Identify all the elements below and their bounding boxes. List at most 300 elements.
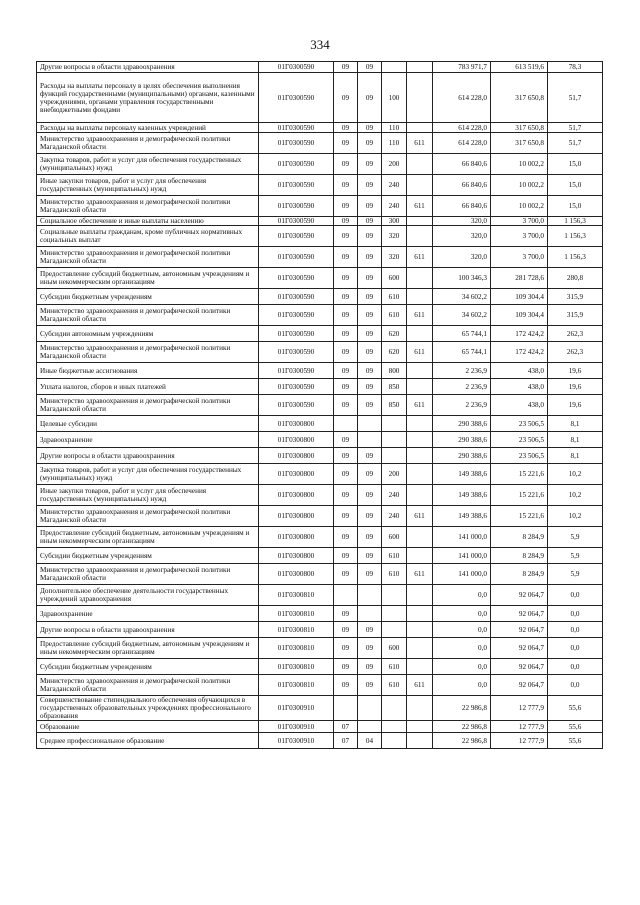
row-expense-type: 850 bbox=[382, 379, 407, 395]
row-percent: 51,7 bbox=[548, 73, 603, 123]
row-code: 01Г0300590 bbox=[259, 326, 334, 342]
row-actual-value: 172 424,2 bbox=[491, 326, 548, 342]
row-expense-type: 240 bbox=[382, 485, 407, 506]
row-expense-type: 620 bbox=[382, 326, 407, 342]
row-kosgu: 611 bbox=[407, 247, 433, 268]
row-expense-type bbox=[382, 622, 407, 638]
row-actual-value: 92 064,7 bbox=[491, 585, 548, 606]
row-percent: 51,7 bbox=[548, 123, 603, 133]
row-code: 01Г0300800 bbox=[259, 548, 334, 564]
row-actual-value: 10 002,2 bbox=[491, 154, 548, 175]
row-actual-value: 12 777,9 bbox=[491, 733, 548, 749]
row-percent: 19,6 bbox=[548, 363, 603, 379]
row-expense-type: 620 bbox=[382, 342, 407, 363]
table-row bbox=[37, 326, 603, 342]
row-kosgu: 611 bbox=[407, 564, 433, 585]
row-code: 01Г0300590 bbox=[259, 289, 334, 305]
row-section: 09 bbox=[334, 638, 358, 659]
row-plan-value: 614 228,0 bbox=[433, 123, 491, 133]
row-name: Министерство здравоохранения и демографической политики Магаданской области bbox=[37, 196, 259, 217]
row-kosgu bbox=[407, 154, 433, 175]
row-subsection: 09 bbox=[358, 62, 382, 73]
row-kosgu bbox=[407, 622, 433, 638]
row-plan-value: 66 840,6 bbox=[433, 154, 491, 175]
row-name: Предоставление субсидий бюджетным, автономным учреждениям и иным некоммерческим организациям bbox=[37, 527, 259, 548]
row-actual-value: 438,0 bbox=[491, 363, 548, 379]
row-name: Иные бюджетные ассигнования bbox=[37, 363, 259, 379]
row-actual-value: 3 700,0 bbox=[491, 226, 548, 247]
row-expense-type: 600 bbox=[382, 268, 407, 289]
row-section: 07 bbox=[334, 733, 358, 749]
row-actual-value: 12 777,9 bbox=[491, 721, 548, 733]
row-percent: 315,9 bbox=[548, 305, 603, 326]
row-plan-value: 22 986,8 bbox=[433, 696, 491, 721]
row-name: Уплата налогов, сборов и иных платежей bbox=[37, 379, 259, 395]
row-percent: 55,6 bbox=[548, 721, 603, 733]
table-row bbox=[37, 268, 603, 289]
table-row bbox=[37, 123, 603, 133]
row-code: 01Г0300810 bbox=[259, 638, 334, 659]
row-plan-value: 141 000,0 bbox=[433, 527, 491, 548]
row-section bbox=[334, 585, 358, 606]
row-section: 09 bbox=[334, 133, 358, 154]
row-subsection: 09 bbox=[358, 123, 382, 133]
row-kosgu: 611 bbox=[407, 675, 433, 696]
row-plan-value: 149 388,6 bbox=[433, 506, 491, 527]
row-subsection: 09 bbox=[358, 268, 382, 289]
row-code: 01Г0300590 bbox=[259, 305, 334, 326]
row-code: 01Г0300810 bbox=[259, 606, 334, 622]
table-row bbox=[37, 363, 603, 379]
row-section: 09 bbox=[334, 506, 358, 527]
row-expense-type: 610 bbox=[382, 564, 407, 585]
table-row bbox=[37, 305, 603, 326]
row-actual-value: 92 064,7 bbox=[491, 675, 548, 696]
row-name: Субсидии бюджетным учреждениям bbox=[37, 659, 259, 675]
table-row bbox=[37, 247, 603, 268]
row-subsection: 09 bbox=[358, 485, 382, 506]
row-name: Целевые субсидии bbox=[37, 416, 259, 432]
row-name: Министерство здравоохранения и демографической политики Магаданской области bbox=[37, 342, 259, 363]
row-code: 01Г0300810 bbox=[259, 675, 334, 696]
row-plan-value: 65 744,1 bbox=[433, 342, 491, 363]
row-kosgu bbox=[407, 363, 433, 379]
row-actual-value: 92 064,7 bbox=[491, 606, 548, 622]
row-section: 09 bbox=[334, 363, 358, 379]
row-section: 09 bbox=[334, 62, 358, 73]
row-kosgu bbox=[407, 226, 433, 247]
row-percent: 10,2 bbox=[548, 506, 603, 527]
row-actual-value: 92 064,7 bbox=[491, 638, 548, 659]
row-subsection: 09 bbox=[358, 342, 382, 363]
row-plan-value: 783 971,7 bbox=[433, 62, 491, 73]
row-section: 09 bbox=[334, 659, 358, 675]
row-subsection: 09 bbox=[358, 305, 382, 326]
table-row bbox=[37, 585, 603, 606]
row-section: 09 bbox=[334, 217, 358, 226]
row-percent: 10,2 bbox=[548, 464, 603, 485]
row-subsection: 09 bbox=[358, 448, 382, 464]
table-row bbox=[37, 175, 603, 196]
table-row bbox=[37, 696, 603, 721]
row-plan-value: 290 388,6 bbox=[433, 448, 491, 464]
row-expense-type bbox=[382, 585, 407, 606]
row-section: 09 bbox=[334, 622, 358, 638]
row-kosgu bbox=[407, 326, 433, 342]
row-expense-type: 320 bbox=[382, 247, 407, 268]
row-code: 01Г0300800 bbox=[259, 485, 334, 506]
row-code: 01Г0300800 bbox=[259, 464, 334, 485]
row-percent: 5,9 bbox=[548, 548, 603, 564]
row-code: 01Г0300810 bbox=[259, 585, 334, 606]
row-name: Социальные выплаты гражданам, кроме публичных нормативных социальных выплат bbox=[37, 226, 259, 247]
row-name: Другие вопросы в области здравоохранения bbox=[37, 448, 259, 464]
row-section: 09 bbox=[334, 527, 358, 548]
row-name: Другие вопросы в области здравоохранения bbox=[37, 62, 259, 73]
row-plan-value: 290 388,6 bbox=[433, 432, 491, 448]
row-plan-value: 290 388,6 bbox=[433, 416, 491, 432]
row-percent: 280,8 bbox=[548, 268, 603, 289]
row-plan-value: 320,0 bbox=[433, 217, 491, 226]
row-section: 09 bbox=[334, 196, 358, 217]
row-name: Предоставление субсидий бюджетным, автономным учреждениям и иным некоммерческим организациям bbox=[37, 268, 259, 289]
row-name: Другие вопросы в области здравоохранения bbox=[37, 622, 259, 638]
row-plan-value: 614 228,0 bbox=[433, 73, 491, 123]
table-row bbox=[37, 527, 603, 548]
row-expense-type: 600 bbox=[382, 527, 407, 548]
row-kosgu bbox=[407, 448, 433, 464]
row-code: 01Г0300800 bbox=[259, 506, 334, 527]
table-row bbox=[37, 217, 603, 226]
row-subsection: 09 bbox=[358, 659, 382, 675]
table-row bbox=[37, 548, 603, 564]
row-code: 01Г0300800 bbox=[259, 448, 334, 464]
row-subsection: 09 bbox=[358, 175, 382, 196]
row-expense-type: 610 bbox=[382, 289, 407, 305]
row-subsection: 09 bbox=[358, 363, 382, 379]
table-row bbox=[37, 675, 603, 696]
row-kosgu bbox=[407, 485, 433, 506]
row-name: Предоставление субсидий бюджетным, автономным учреждениям и иным некоммерческим организациям bbox=[37, 638, 259, 659]
row-section: 09 bbox=[334, 326, 358, 342]
row-kosgu bbox=[407, 721, 433, 733]
row-kosgu: 611 bbox=[407, 305, 433, 326]
row-actual-value: 109 304,4 bbox=[491, 289, 548, 305]
row-subsection: 09 bbox=[358, 548, 382, 564]
row-kosgu bbox=[407, 416, 433, 432]
row-code: 01Г0300810 bbox=[259, 659, 334, 675]
row-plan-value: 2 236,9 bbox=[433, 363, 491, 379]
row-actual-value: 317 650,8 bbox=[491, 133, 548, 154]
row-percent: 5,9 bbox=[548, 564, 603, 585]
row-subsection: 09 bbox=[358, 247, 382, 268]
row-subsection: 09 bbox=[358, 326, 382, 342]
row-section: 09 bbox=[334, 73, 358, 123]
row-percent: 315,9 bbox=[548, 289, 603, 305]
table-row bbox=[37, 62, 603, 73]
row-name: Социальное обеспечение и иные выплаты населению bbox=[37, 217, 259, 226]
row-plan-value: 100 346,3 bbox=[433, 268, 491, 289]
row-percent: 0,0 bbox=[548, 606, 603, 622]
row-expense-type: 610 bbox=[382, 659, 407, 675]
row-subsection: 09 bbox=[358, 638, 382, 659]
row-expense-type: 200 bbox=[382, 154, 407, 175]
row-expense-type: 110 bbox=[382, 123, 407, 133]
row-name: Субсидии автономным учреждениям bbox=[37, 326, 259, 342]
row-kosgu bbox=[407, 432, 433, 448]
row-code: 01Г0300590 bbox=[259, 226, 334, 247]
row-section: 09 bbox=[334, 342, 358, 363]
row-percent: 0,0 bbox=[548, 585, 603, 606]
page-number: 334 bbox=[310, 37, 330, 52]
row-code: 01Г0300590 bbox=[259, 73, 334, 123]
row-kosgu bbox=[407, 733, 433, 749]
row-actual-value: 12 777,9 bbox=[491, 696, 548, 721]
row-plan-value: 149 388,6 bbox=[433, 464, 491, 485]
row-section: 09 bbox=[334, 123, 358, 133]
row-code: 01Г0300590 bbox=[259, 247, 334, 268]
row-subsection: 09 bbox=[358, 154, 382, 175]
row-plan-value: 0,0 bbox=[433, 659, 491, 675]
row-code: 01Г0300910 bbox=[259, 721, 334, 733]
row-percent: 262,3 bbox=[548, 342, 603, 363]
row-plan-value: 65 744,1 bbox=[433, 326, 491, 342]
table-row bbox=[37, 464, 603, 485]
row-section: 09 bbox=[334, 154, 358, 175]
table-row bbox=[37, 226, 603, 247]
row-plan-value: 149 388,6 bbox=[433, 485, 491, 506]
table-row bbox=[37, 432, 603, 448]
row-section: 09 bbox=[334, 432, 358, 448]
row-plan-value: 0,0 bbox=[433, 675, 491, 696]
row-expense-type bbox=[382, 721, 407, 733]
row-actual-value: 15 221,6 bbox=[491, 506, 548, 527]
table-row bbox=[37, 622, 603, 638]
row-section: 09 bbox=[334, 464, 358, 485]
row-name: Министерство здравоохранения и демографической политики Магаданской области bbox=[37, 305, 259, 326]
row-name: Иные закупки товаров, работ и услуг для обеспечения государственных (муниципальных) нужд bbox=[37, 485, 259, 506]
row-name: Среднее профессиональное образование bbox=[37, 733, 259, 749]
row-actual-value: 92 064,7 bbox=[491, 622, 548, 638]
table-row bbox=[37, 485, 603, 506]
row-section: 09 bbox=[334, 606, 358, 622]
row-kosgu bbox=[407, 659, 433, 675]
row-expense-type bbox=[382, 733, 407, 749]
table-row bbox=[37, 506, 603, 527]
row-section: 09 bbox=[334, 268, 358, 289]
row-percent: 8,1 bbox=[548, 432, 603, 448]
table-row bbox=[37, 638, 603, 659]
row-percent: 262,3 bbox=[548, 326, 603, 342]
row-code: 01Г0300800 bbox=[259, 564, 334, 585]
row-plan-value: 34 602,2 bbox=[433, 305, 491, 326]
row-actual-value: 613 519,6 bbox=[491, 62, 548, 73]
row-code: 01Г0300590 bbox=[259, 363, 334, 379]
row-plan-value: 0,0 bbox=[433, 638, 491, 659]
row-code: 01Г0300810 bbox=[259, 622, 334, 638]
row-name: Закупка товаров, работ и услуг для обеспечения государственных (муниципальных) нужд bbox=[37, 154, 259, 175]
row-name: Расходы на выплаты персоналу в целях обеспечения выполнения функций государственными (муниципальными) органами, казенными учреждениями, органами управления государственными внебюджетными фондами bbox=[37, 73, 259, 123]
row-name: Образование bbox=[37, 721, 259, 733]
row-kosgu: 611 bbox=[407, 395, 433, 416]
row-subsection: 04 bbox=[358, 733, 382, 749]
row-expense-type: 800 bbox=[382, 363, 407, 379]
row-section: 09 bbox=[334, 548, 358, 564]
row-percent: 8,1 bbox=[548, 448, 603, 464]
row-percent: 5,9 bbox=[548, 527, 603, 548]
row-section: 09 bbox=[334, 305, 358, 326]
table-row bbox=[37, 564, 603, 585]
row-kosgu: 611 bbox=[407, 133, 433, 154]
row-plan-value: 22 986,8 bbox=[433, 721, 491, 733]
table-row bbox=[37, 342, 603, 363]
row-section: 09 bbox=[334, 675, 358, 696]
row-kosgu bbox=[407, 606, 433, 622]
row-name: Здравоохранение bbox=[37, 606, 259, 622]
row-section: 09 bbox=[334, 289, 358, 305]
table-row bbox=[37, 721, 603, 733]
row-code: 01Г0300590 bbox=[259, 154, 334, 175]
row-percent: 0,0 bbox=[548, 638, 603, 659]
row-plan-value: 2 236,9 bbox=[433, 379, 491, 395]
row-kosgu bbox=[407, 696, 433, 721]
row-actual-value: 438,0 bbox=[491, 395, 548, 416]
table-row bbox=[37, 289, 603, 305]
row-actual-value: 3 700,0 bbox=[491, 217, 548, 226]
row-percent: 10,2 bbox=[548, 485, 603, 506]
row-kosgu bbox=[407, 217, 433, 226]
row-percent: 1 156,3 bbox=[548, 247, 603, 268]
row-subsection bbox=[358, 721, 382, 733]
row-name: Субсидии бюджетным учреждениям bbox=[37, 548, 259, 564]
table-row bbox=[37, 196, 603, 217]
row-code: 01Г0300590 bbox=[259, 395, 334, 416]
row-name: Иные закупки товаров, работ и услуг для обеспечения государственных (муниципальных) нужд bbox=[37, 175, 259, 196]
row-subsection: 09 bbox=[358, 395, 382, 416]
row-name: Министерство здравоохранения и демографической политики Магаданской области bbox=[37, 564, 259, 585]
row-name: Министерство здравоохранения и демографической политики Магаданской области bbox=[37, 395, 259, 416]
row-expense-type bbox=[382, 448, 407, 464]
row-percent: 1 156,3 bbox=[548, 226, 603, 247]
row-expense-type: 240 bbox=[382, 196, 407, 217]
table-row bbox=[37, 733, 603, 749]
row-code: 01Г0300590 bbox=[259, 342, 334, 363]
row-plan-value: 0,0 bbox=[433, 585, 491, 606]
row-actual-value: 8 284,9 bbox=[491, 527, 548, 548]
row-name: Министерство здравоохранения и демографической политики Магаданской области bbox=[37, 133, 259, 154]
row-percent: 19,6 bbox=[548, 379, 603, 395]
row-subsection: 09 bbox=[358, 564, 382, 585]
table-row bbox=[37, 416, 603, 432]
row-section: 09 bbox=[334, 448, 358, 464]
row-section: 09 bbox=[334, 175, 358, 196]
row-expense-type: 200 bbox=[382, 464, 407, 485]
row-code: 01Г0300910 bbox=[259, 696, 334, 721]
row-subsection: 09 bbox=[358, 289, 382, 305]
row-name: Дополнительное обеспечение деятельности государственных учреждений здравоохранения bbox=[37, 585, 259, 606]
row-kosgu bbox=[407, 123, 433, 133]
row-expense-type: 600 bbox=[382, 638, 407, 659]
row-plan-value: 0,0 bbox=[433, 606, 491, 622]
row-section: 07 bbox=[334, 721, 358, 733]
row-expense-type bbox=[382, 62, 407, 73]
table-row bbox=[37, 606, 603, 622]
table-row bbox=[37, 659, 603, 675]
row-plan-value: 2 236,9 bbox=[433, 395, 491, 416]
table-row bbox=[37, 133, 603, 154]
row-plan-value: 320,0 bbox=[433, 226, 491, 247]
row-percent: 1 156,3 bbox=[548, 217, 603, 226]
table-row bbox=[37, 73, 603, 123]
row-actual-value: 109 304,4 bbox=[491, 305, 548, 326]
row-percent: 0,0 bbox=[548, 622, 603, 638]
row-code: 01Г0300590 bbox=[259, 268, 334, 289]
table-row bbox=[37, 448, 603, 464]
row-code: 01Г0300590 bbox=[259, 123, 334, 133]
row-kosgu bbox=[407, 527, 433, 548]
row-plan-value: 320,0 bbox=[433, 247, 491, 268]
row-subsection bbox=[358, 432, 382, 448]
row-name: Закупка товаров, работ и услуг для обеспечения государственных (муниципальных) нужд bbox=[37, 464, 259, 485]
row-actual-value: 10 002,2 bbox=[491, 196, 548, 217]
row-percent: 19,6 bbox=[548, 395, 603, 416]
row-section: 09 bbox=[334, 247, 358, 268]
row-actual-value: 8 284,9 bbox=[491, 564, 548, 585]
row-code: 01Г0300590 bbox=[259, 62, 334, 73]
row-percent: 51,7 bbox=[548, 133, 603, 154]
table-row bbox=[37, 379, 603, 395]
row-actual-value: 281 728,6 bbox=[491, 268, 548, 289]
row-section: 09 bbox=[334, 564, 358, 585]
row-actual-value: 23 506,5 bbox=[491, 432, 548, 448]
table-row bbox=[37, 395, 603, 416]
row-plan-value: 141 000,0 bbox=[433, 564, 491, 585]
row-subsection bbox=[358, 606, 382, 622]
row-kosgu bbox=[407, 62, 433, 73]
row-actual-value: 15 221,6 bbox=[491, 464, 548, 485]
row-subsection: 09 bbox=[358, 226, 382, 247]
row-name: Министерство здравоохранения и демографической политики Магаданской области bbox=[37, 506, 259, 527]
row-name: Расходы на выплаты персоналу казенных учреждений bbox=[37, 123, 259, 133]
row-code: 01Г0300590 bbox=[259, 175, 334, 196]
row-expense-type: 610 bbox=[382, 675, 407, 696]
row-expense-type: 240 bbox=[382, 506, 407, 527]
row-code: 01Г0300910 bbox=[259, 733, 334, 749]
table-row bbox=[37, 154, 603, 175]
row-expense-type: 240 bbox=[382, 175, 407, 196]
row-name: Здравоохранение bbox=[37, 432, 259, 448]
row-percent: 55,6 bbox=[548, 696, 603, 721]
row-name: Министерство здравоохранения и демографической политики Магаданской области bbox=[37, 675, 259, 696]
row-expense-type: 320 bbox=[382, 226, 407, 247]
row-code: 01Г0300590 bbox=[259, 196, 334, 217]
row-kosgu bbox=[407, 464, 433, 485]
row-percent: 78,3 bbox=[548, 62, 603, 73]
row-section bbox=[334, 416, 358, 432]
row-actual-value: 15 221,6 bbox=[491, 485, 548, 506]
row-subsection bbox=[358, 696, 382, 721]
row-expense-type: 610 bbox=[382, 548, 407, 564]
row-kosgu bbox=[407, 175, 433, 196]
row-subsection bbox=[358, 416, 382, 432]
row-name: Совершенствование стипендиального обеспечения обучающихся в государственных образовательных учреждениях профессионального образования bbox=[37, 696, 259, 721]
row-subsection: 09 bbox=[358, 675, 382, 696]
row-percent: 8,1 bbox=[548, 416, 603, 432]
row-plan-value: 0,0 bbox=[433, 622, 491, 638]
row-expense-type: 100 bbox=[382, 73, 407, 123]
row-actual-value: 438,0 bbox=[491, 379, 548, 395]
row-kosgu: 611 bbox=[407, 196, 433, 217]
